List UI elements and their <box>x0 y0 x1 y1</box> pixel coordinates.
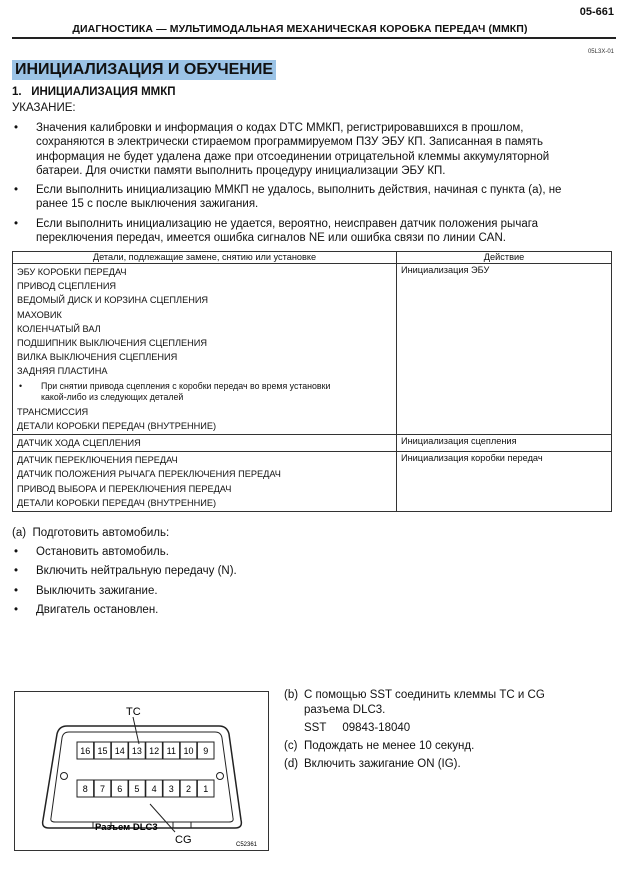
step-item-text: Выключить зажигание. <box>36 584 158 597</box>
note-heading: УКАЗАНИЕ: <box>12 102 76 114</box>
table-cell-action: Инициализация сцепления <box>397 435 612 452</box>
part-item: ДЕТАЛИ КОРОБКИ ПЕРЕДАЧ (ВНУТРЕННИЕ) <box>17 497 217 508</box>
step-label: (b) <box>284 689 299 701</box>
list-item <box>12 183 602 212</box>
bullet-icon: • <box>14 122 19 134</box>
bullet-icon: • <box>14 217 19 230</box>
header-divider <box>12 37 616 39</box>
connector-pin-number: 2 <box>185 784 192 794</box>
note-line: переключения передач, имеется ошибка сигналов NE или ошибка связи по линии CAN. <box>36 232 506 245</box>
connector-pin-number: 10 <box>183 746 194 756</box>
note-line: информация не будет удалена даже при отсоединении отрицательной клеммы аккумуляторной <box>36 150 550 163</box>
note-line: Если выполнить инициализацию не удается, вероятно, неисправен датчик положения рычага <box>36 217 539 230</box>
step-a-title <box>12 524 352 543</box>
table-header-row <box>13 252 612 264</box>
step-b <box>284 688 614 736</box>
connector-pin-number: 11 <box>166 746 176 756</box>
bullet-icon: • <box>14 565 19 578</box>
list-item <box>12 121 602 178</box>
part-item: ПОДШИПНИК ВЫКЛЮЧЕНИЯ СЦЕПЛЕНИЯ <box>17 338 208 349</box>
table-cell-parts <box>13 435 397 452</box>
step-text: Включить зажигание ON (IG). <box>304 758 461 770</box>
sub-note <box>17 381 392 403</box>
part-item: ДАТЧИК ХОДА СЦЕПЛЕНИЯ <box>17 438 141 449</box>
connector-pin-number: 5 <box>134 784 140 794</box>
part-item: ТРАНСМИССИЯ <box>17 406 89 417</box>
connector-pin-number: 4 <box>151 784 157 794</box>
step-text: разъема DLC3. <box>304 704 386 716</box>
step-a <box>12 524 352 620</box>
subsection-title <box>12 86 176 98</box>
note-line: Значения калибровки и информация о кодах DTC ММКП, регистрировавшихся в прошлом, <box>36 122 524 134</box>
parts-table <box>12 251 612 512</box>
part-item: ДАТЧИК ПОЛОЖЕНИЯ РЫЧАГА ПЕРЕКЛЮЧЕНИЯ ПЕРЕДАЧ <box>17 469 281 480</box>
list-item <box>12 562 352 581</box>
part-item: ЭБУ КОРОБКИ ПЕРЕДАЧ <box>17 267 127 277</box>
connector-pin-number: 14 <box>114 746 125 756</box>
mount-hole <box>61 773 68 780</box>
table-cell-parts <box>13 452 397 512</box>
document-code: 05L3X-01 <box>587 49 614 55</box>
dlc3-connector-figure <box>14 691 269 851</box>
steps-right <box>284 688 614 772</box>
part-item: ПРИВОД ВЫБОРА И ПЕРЕКЛЮЧЕНИЯ ПЕРЕДАЧ <box>17 483 232 494</box>
column-header-parts: Детали, подлежащие замене, снятию или установке <box>13 252 397 264</box>
column-header-action: Действие <box>397 252 612 264</box>
page-number: 05-661 <box>579 6 614 18</box>
step-d <box>284 757 614 772</box>
connector-label: Разъем DLC3 <box>95 822 158 833</box>
connector-pin-number: 7 <box>99 784 106 794</box>
connector-pin-number: 9 <box>203 746 209 756</box>
part-item: МАХОВИК <box>17 309 62 320</box>
part-item: ПРИВОД СЦЕПЛЕНИЯ <box>17 281 117 292</box>
step-c <box>284 739 614 754</box>
sst-label: SST <box>304 722 327 734</box>
table-row <box>13 452 612 512</box>
latch-tab <box>173 822 191 828</box>
notes-list <box>12 121 602 250</box>
sst-value: 09843-18040 <box>342 722 411 734</box>
connector-pin-number: 16 <box>80 746 91 756</box>
section-title: ИНИЦИАЛИЗАЦИЯ И ОБУЧЕНИЕ <box>12 60 276 80</box>
mount-hole <box>217 773 224 780</box>
list-item <box>12 601 352 620</box>
tc-label: TC <box>126 706 141 718</box>
connector-pin-number: 1 <box>203 784 209 794</box>
list-item <box>12 543 352 562</box>
part-item: ВЕДОМЫЙ ДИСК И КОРЗИНА СЦЕПЛЕНИЯ <box>17 295 209 306</box>
bullet-icon: • <box>19 380 23 391</box>
sub-note-line: какой-либо из следующих деталей <box>41 391 184 402</box>
part-item: ВИЛКА ВЫКЛЮЧЕНИЯ СЦЕПЛЕНИЯ <box>17 352 178 363</box>
table-row <box>13 264 612 435</box>
subsection-number: 1. <box>12 86 22 98</box>
dlc3-connector-diagram <box>15 692 268 850</box>
connector-pin-number: 6 <box>117 784 123 794</box>
connector-pin-number: 8 <box>82 784 88 794</box>
figure-code: C52361 <box>236 842 258 848</box>
step-label: (c) <box>284 740 298 752</box>
list-item <box>12 217 602 246</box>
step-text: Подготовить автомобиль: <box>32 527 170 539</box>
subsection-text: ИНИЦИАЛИЗАЦИЯ ММКП <box>31 86 176 98</box>
connector-pin-number: 3 <box>168 784 174 794</box>
bullet-icon: • <box>14 546 19 559</box>
cg-label: CG <box>175 834 192 846</box>
bullet-icon: • <box>14 584 19 597</box>
step-item-text: Включить нейтральную передачу (N). <box>36 565 237 578</box>
step-item-text: Остановить автомобиль. <box>36 546 169 559</box>
page-header-title: ДИАГНОСТИКА — МУЛЬТИМОДАЛЬНАЯ МЕХАНИЧЕСКАЯ КОРОБКА ПЕРЕДАЧ (ММКП) <box>72 23 528 35</box>
step-label: (a) <box>12 527 27 539</box>
note-line: батареи. Для очистки памяти выполнить процедуру инициализации ЭБУ КП. <box>36 164 446 177</box>
tc-leader-line <box>133 717 139 744</box>
connector-pin-number: 15 <box>97 746 108 756</box>
table-cell-parts <box>13 264 397 435</box>
part-item: ДЕТАЛИ КОРОБКИ ПЕРЕДАЧ (ВНУТРЕННИЕ) <box>17 420 217 431</box>
connector-outline <box>43 726 242 828</box>
sst-line <box>304 721 614 736</box>
bullet-icon: • <box>14 603 19 616</box>
part-item: КОЛЕНЧАТЫЙ ВАЛ <box>17 323 101 334</box>
table-row <box>13 435 612 452</box>
step-text: С помощью SST соединить клеммы TC и CG <box>304 689 545 701</box>
sub-note-line: При снятии привода сцепления с коробки передач во время установки <box>41 380 331 391</box>
part-item: ДАТЧИК ПЕРЕКЛЮЧЕНИЯ ПЕРЕДАЧ <box>17 455 178 466</box>
bullet-icon: • <box>14 184 19 197</box>
note-line: ранее 15 с после выключения зажигания. <box>36 198 259 211</box>
table-cell-action: Инициализация ЭБУ <box>397 264 612 435</box>
part-item: ЗАДНЯЯ ПЛАСТИНА <box>17 366 108 377</box>
note-line: сохраняются в электрически стираемом программируемом ПЗУ ЭБУ КП. Записанная в память <box>36 136 543 149</box>
table-cell-action: Инициализация коробки передач <box>397 452 612 512</box>
step-text: Подождать не менее 10 секунд. <box>304 740 475 752</box>
step-item-text: Двигатель остановлен. <box>36 603 159 616</box>
step-label: (d) <box>284 758 299 770</box>
list-item <box>12 582 352 601</box>
connector-pin-number: 12 <box>149 746 160 756</box>
connector-pin-number: 13 <box>131 746 142 756</box>
note-line: Если выполнить инициализацию ММКП не удалось, выполнить действия, начиная с пункта (а), не <box>36 184 562 197</box>
